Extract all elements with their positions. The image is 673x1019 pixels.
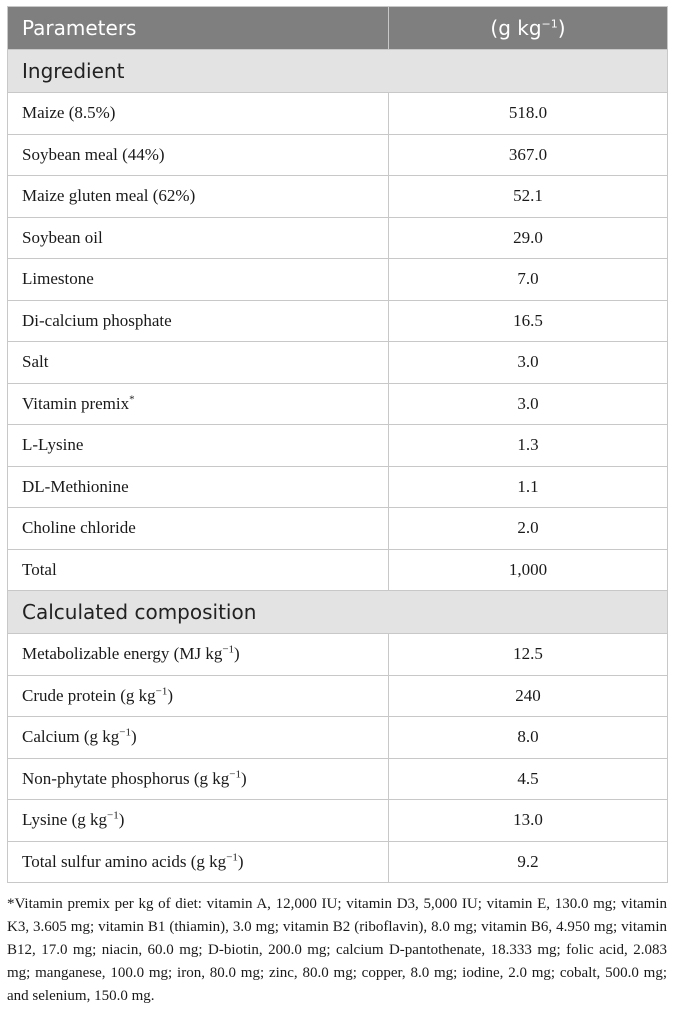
row-parameter-text: Soybean meal (44%) bbox=[22, 144, 165, 164]
row-parameter-suffix: ) bbox=[234, 644, 240, 664]
row-parameter bbox=[8, 425, 389, 467]
table-row bbox=[8, 217, 668, 259]
row-parameter-text: Total bbox=[22, 559, 57, 579]
row-parameter-suffix: ) bbox=[237, 851, 244, 871]
row-parameter bbox=[8, 800, 389, 842]
section-row bbox=[8, 50, 668, 93]
row-value: 12.5 bbox=[389, 634, 668, 676]
row-parameter-text: L-Lysine bbox=[22, 435, 84, 455]
row-parameter-text: Soybean oil bbox=[22, 227, 103, 247]
table-row bbox=[8, 717, 668, 759]
section-title: Calculated composition bbox=[8, 591, 668, 634]
row-parameter-text: Salt bbox=[22, 352, 49, 372]
row-parameter bbox=[8, 93, 389, 135]
footnote: *Vitamin premix per kg of diet: vitamin A, 12,000 IU; vitamin D3, 5,000 IU; vitamin E, 130.0 mg; vitamin K3, 3.605 mg; vitamin B1 (thiamin), 3.0 mg; vitamin B2 (riboflavin), 8.0 mg; vitamin B6, 4.950 mg; vitamin B12, 17.0 mg; niacin, 60.0 mg; D-biotin, 200.0 mg; calcium D-pantothenate, 18.333 mg; folic acid, 2.083 mg; manganese, 100.0 mg; iron, 80.0 mg; zinc, 80.0 mg; copper, 8.0 mg; iodine, 2.0 mg; cobalt, 500.0 mg; and selenium, 150.0 mg. bbox=[7, 896, 667, 1004]
table-row bbox=[8, 508, 668, 550]
table-row bbox=[8, 93, 668, 135]
row-parameter bbox=[8, 758, 389, 800]
row-value: 29.0 bbox=[389, 217, 668, 259]
row-value: 9.2 bbox=[389, 841, 668, 883]
header-unit-base: (g kg bbox=[490, 16, 542, 40]
table-row bbox=[8, 342, 668, 384]
table-row bbox=[8, 383, 668, 425]
row-value: 367.0 bbox=[389, 134, 668, 176]
row-parameter-sup: −1 bbox=[155, 685, 168, 698]
row-parameter bbox=[8, 134, 389, 176]
header-row bbox=[8, 7, 668, 50]
table-row bbox=[8, 758, 668, 800]
header-unit-sup: −1 bbox=[541, 17, 558, 31]
row-value: 240 bbox=[389, 675, 668, 717]
table-row bbox=[8, 800, 668, 842]
table-row bbox=[8, 549, 668, 591]
row-parameter bbox=[8, 841, 389, 883]
row-parameter-text: Metabolizable energy (MJ kg bbox=[22, 644, 223, 664]
row-value: 1,000 bbox=[389, 549, 668, 591]
row-value: 3.0 bbox=[389, 383, 668, 425]
diet-composition-table bbox=[7, 6, 668, 883]
row-value: 7.0 bbox=[389, 259, 668, 301]
diet-composition-table-wrapper bbox=[7, 6, 667, 883]
row-value: 1.3 bbox=[389, 425, 668, 467]
row-parameter bbox=[8, 508, 389, 550]
row-parameter-sup: −1 bbox=[226, 851, 238, 864]
row-parameter-text: Calcium (g kg bbox=[22, 727, 120, 747]
row-parameter bbox=[8, 259, 389, 301]
table-row bbox=[8, 259, 668, 301]
row-parameter bbox=[8, 675, 389, 717]
table-row bbox=[8, 300, 668, 342]
row-parameter-suffix: ) bbox=[167, 685, 173, 705]
header-unit-end: ) bbox=[557, 16, 566, 40]
row-parameter-sup: −1 bbox=[119, 726, 131, 739]
row-parameter-sup: −1 bbox=[229, 768, 241, 781]
row-parameter-suffix: ) bbox=[130, 727, 137, 747]
table-row bbox=[8, 134, 668, 176]
row-value: 13.0 bbox=[389, 800, 668, 842]
row-parameter bbox=[8, 342, 389, 384]
row-parameter-text: Limestone bbox=[22, 269, 94, 289]
row-parameter bbox=[8, 217, 389, 259]
table-row bbox=[8, 841, 668, 883]
table-body bbox=[8, 50, 668, 883]
row-parameter bbox=[8, 300, 389, 342]
row-parameter-suffix: ) bbox=[118, 810, 125, 830]
row-parameter-sup: −1 bbox=[222, 643, 235, 656]
row-value: 518.0 bbox=[389, 93, 668, 135]
row-parameter-suffix: ) bbox=[241, 768, 247, 788]
table-row bbox=[8, 176, 668, 218]
header-parameters: Parameters bbox=[8, 7, 389, 50]
row-parameter bbox=[8, 383, 389, 425]
row-parameter-text: Di-calcium phosphate bbox=[22, 310, 172, 330]
row-value: 2.0 bbox=[389, 508, 668, 550]
row-parameter-text: Lysine (g kg bbox=[22, 810, 107, 830]
row-parameter-text: Maize (8.5%) bbox=[22, 103, 116, 123]
row-parameter-text: Total sulfur amino acids (g kg bbox=[22, 851, 227, 871]
row-value: 4.5 bbox=[389, 758, 668, 800]
section-row bbox=[8, 591, 668, 634]
table-row bbox=[8, 466, 668, 508]
section-title: Ingredient bbox=[8, 50, 668, 93]
table-row bbox=[8, 675, 668, 717]
table-row bbox=[8, 634, 668, 676]
row-parameter bbox=[8, 176, 389, 218]
row-parameter-text: Vitamin premix bbox=[22, 393, 130, 413]
row-parameter-sup: * bbox=[129, 393, 135, 406]
row-parameter bbox=[8, 549, 389, 591]
row-parameter bbox=[8, 466, 389, 508]
row-parameter bbox=[8, 634, 389, 676]
row-value: 8.0 bbox=[389, 717, 668, 759]
row-parameter-text: DL-Methionine bbox=[22, 476, 129, 496]
table-row bbox=[8, 425, 668, 467]
row-value: 3.0 bbox=[389, 342, 668, 384]
row-value: 1.1 bbox=[389, 466, 668, 508]
row-parameter-text: Maize gluten meal (62%) bbox=[22, 186, 196, 206]
row-parameter-sup: −1 bbox=[107, 809, 119, 822]
header-unit bbox=[389, 7, 668, 50]
row-parameter-text: Non-phytate phosphorus (g kg bbox=[22, 768, 230, 788]
row-parameter-text: Choline chloride bbox=[22, 518, 136, 538]
row-value: 52.1 bbox=[389, 176, 668, 218]
row-parameter bbox=[8, 717, 389, 759]
row-value: 16.5 bbox=[389, 300, 668, 342]
row-parameter-text: Crude protein (g kg bbox=[22, 685, 156, 705]
